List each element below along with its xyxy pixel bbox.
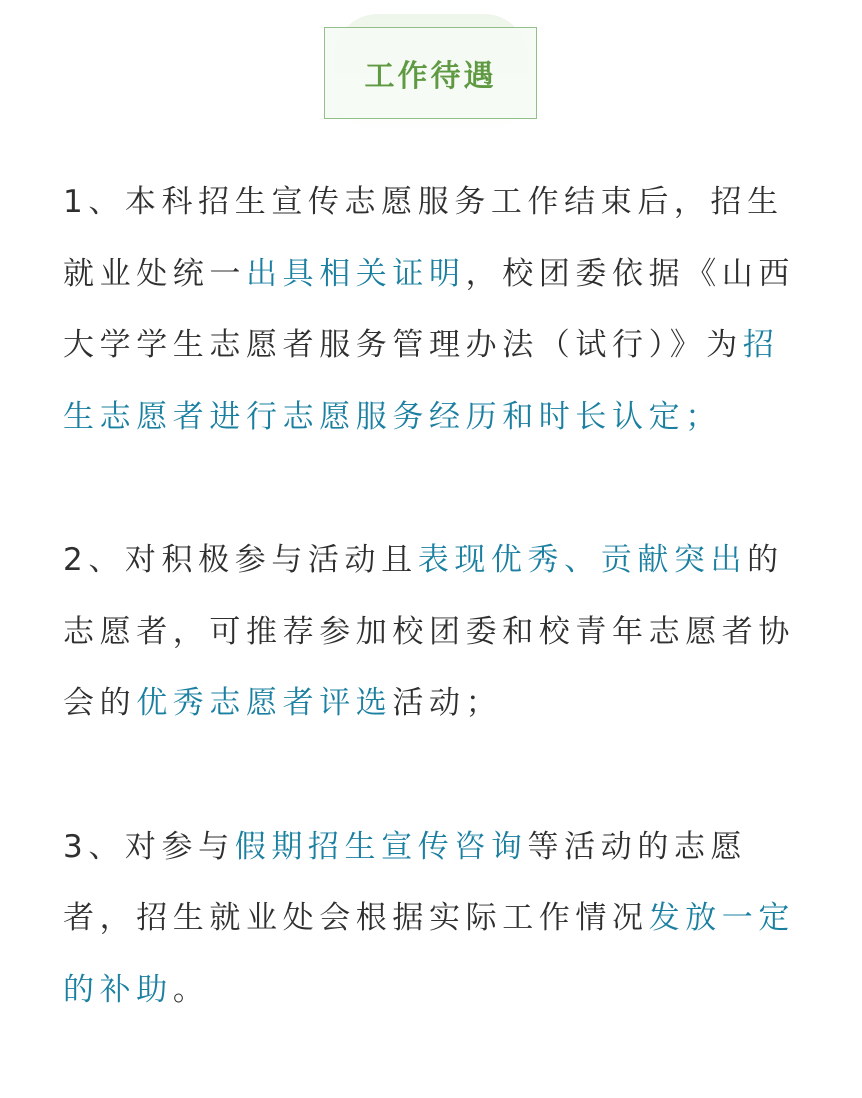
highlight-segment: 招生志愿者进行志愿服务经历和时长认定； <box>63 327 780 435</box>
highlight-segment: 表现优秀、贡献突出 <box>417 542 748 578</box>
text-segment: 2、对积极参与活动且 <box>63 542 418 578</box>
content-area <box>63 167 803 1098</box>
text-segment: 活动； <box>392 685 503 721</box>
text-segment: 的志愿者，可推荐参加校团委和校青年志愿者协会的 <box>63 542 795 721</box>
text-segment: 3、对参与 <box>63 828 235 865</box>
text-segment: ，校团委依据《山西大学学生志愿者服务管理办法（试行）》为 <box>63 255 796 363</box>
highlight-segment: 出具相关证明 <box>246 255 466 292</box>
paragraph-1 <box>63 167 803 453</box>
text-segment: 等活动的志愿者，招生就业处会根据实际工作情况 <box>63 828 748 936</box>
highlight-segment: 发放一定的补助 <box>63 900 796 1008</box>
text-segment: 。 <box>172 971 210 1008</box>
highlight-segment: 假期招生宣传咨询 <box>234 828 528 865</box>
text-segment: 1、本科招生宣传志愿服务工作结束后，招生就业处统一 <box>63 184 784 292</box>
highlight-segment: 优秀志愿者评选 <box>136 685 393 721</box>
paragraph-2 <box>63 525 803 740</box>
section-title-box <box>324 27 537 119</box>
section-title: 工作待遇 <box>364 59 497 94</box>
